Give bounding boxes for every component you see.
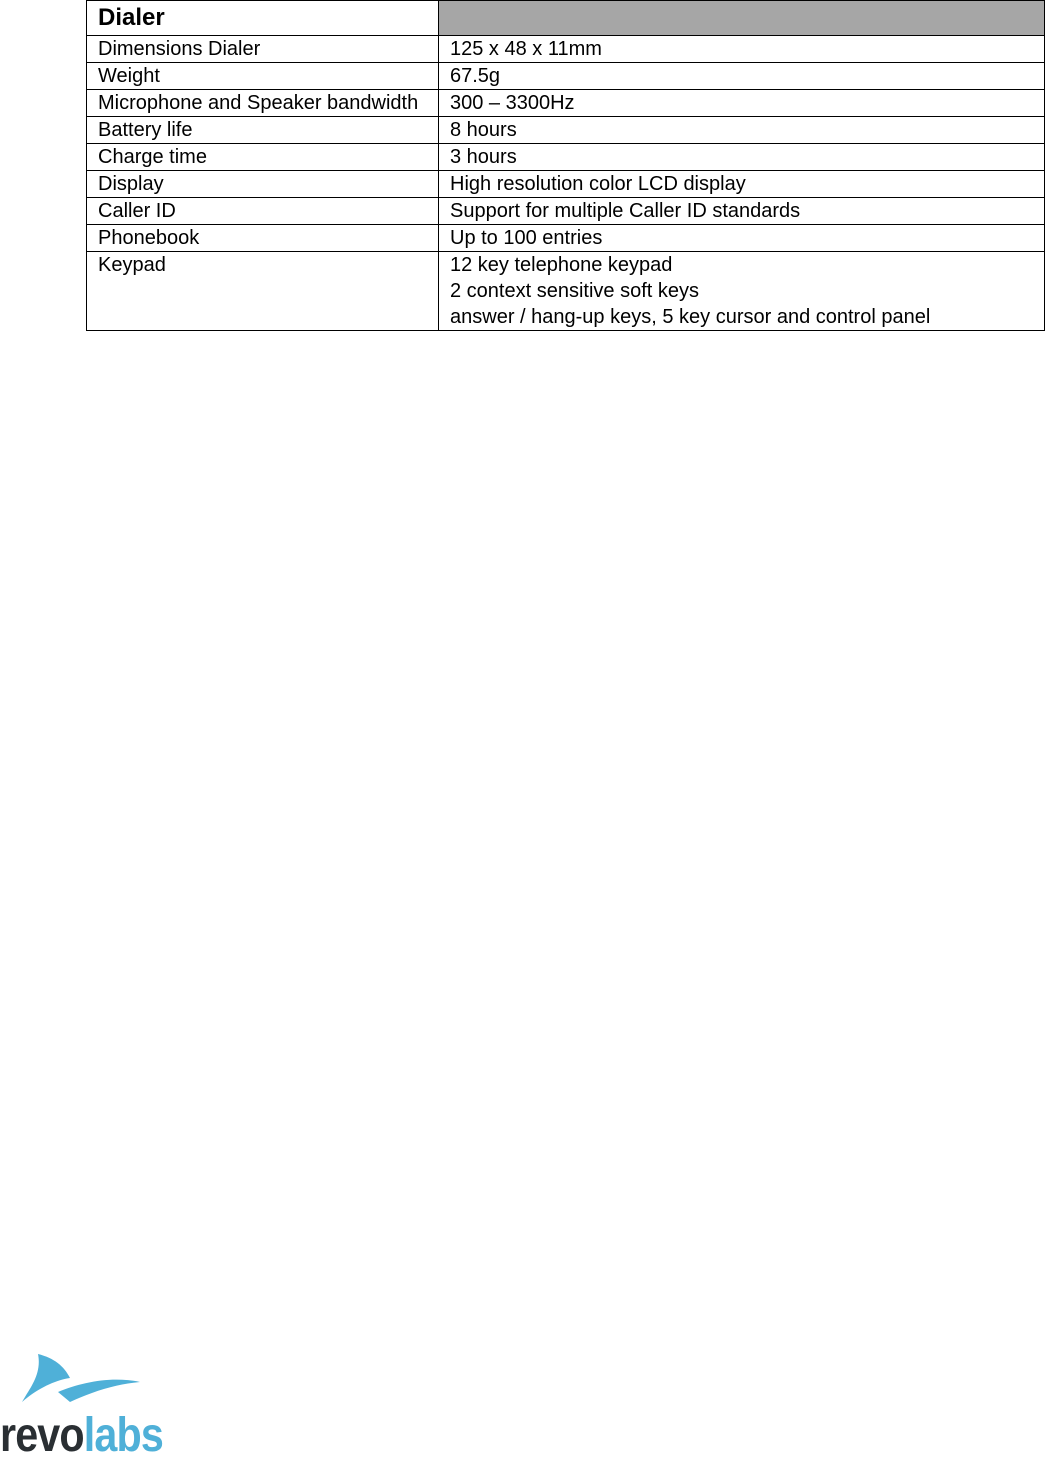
table-row xyxy=(87,36,1045,63)
row-label: Keypad xyxy=(87,252,439,331)
revolabs-logo xyxy=(0,1352,163,1462)
table-row xyxy=(87,225,1045,252)
row-label: Microphone and Speaker bandwidth xyxy=(87,90,439,117)
row-label: Dimensions Dialer xyxy=(87,36,439,63)
table-row xyxy=(87,252,1045,331)
table-header-row xyxy=(87,1,1045,36)
logo-text-revo: revo xyxy=(0,1409,84,1462)
row-value-line: 3 hours xyxy=(450,146,517,168)
row-value xyxy=(439,117,1045,144)
row-value xyxy=(439,225,1045,252)
row-value xyxy=(439,252,1045,331)
row-value-line: Support for multiple Caller ID standards xyxy=(450,200,801,222)
logo-wordmark xyxy=(0,1410,163,1462)
row-value-line: 125 x 48 x 11mm xyxy=(450,38,602,60)
row-value-line: 67.5g xyxy=(450,65,501,87)
logo-text-labs: labs xyxy=(83,1409,163,1462)
row-value-line: 12 key telephone keypad xyxy=(450,254,673,276)
row-label: Phonebook xyxy=(87,225,439,252)
table-row xyxy=(87,171,1045,198)
row-value xyxy=(439,144,1045,171)
row-value-line: 8 hours xyxy=(450,119,517,141)
table-row xyxy=(87,144,1045,171)
row-value-line: High resolution color LCD display xyxy=(450,173,746,195)
table-row xyxy=(87,90,1045,117)
row-value-line: 300 – 3300Hz xyxy=(450,92,575,114)
row-value xyxy=(439,171,1045,198)
row-value-line: Up to 100 entries xyxy=(450,227,603,249)
row-label: Caller ID xyxy=(87,198,439,225)
row-value xyxy=(439,90,1045,117)
table-header-fill xyxy=(439,1,1045,36)
row-label: Battery life xyxy=(87,117,439,144)
row-label: Display xyxy=(87,171,439,198)
table-row xyxy=(87,117,1045,144)
row-label: Weight xyxy=(87,63,439,90)
fin-icon xyxy=(0,1352,160,1412)
row-value-line: answer / hang-up keys, 5 key cursor and control panel xyxy=(450,306,931,328)
table-row xyxy=(87,198,1045,225)
row-value xyxy=(439,36,1045,63)
row-value-line: 2 context sensitive soft keys xyxy=(450,280,700,302)
table-title: Dialer xyxy=(87,1,439,36)
table-row xyxy=(87,63,1045,90)
spec-table xyxy=(86,0,1045,331)
row-label: Charge time xyxy=(87,144,439,171)
row-value xyxy=(439,198,1045,225)
row-value xyxy=(439,63,1045,90)
